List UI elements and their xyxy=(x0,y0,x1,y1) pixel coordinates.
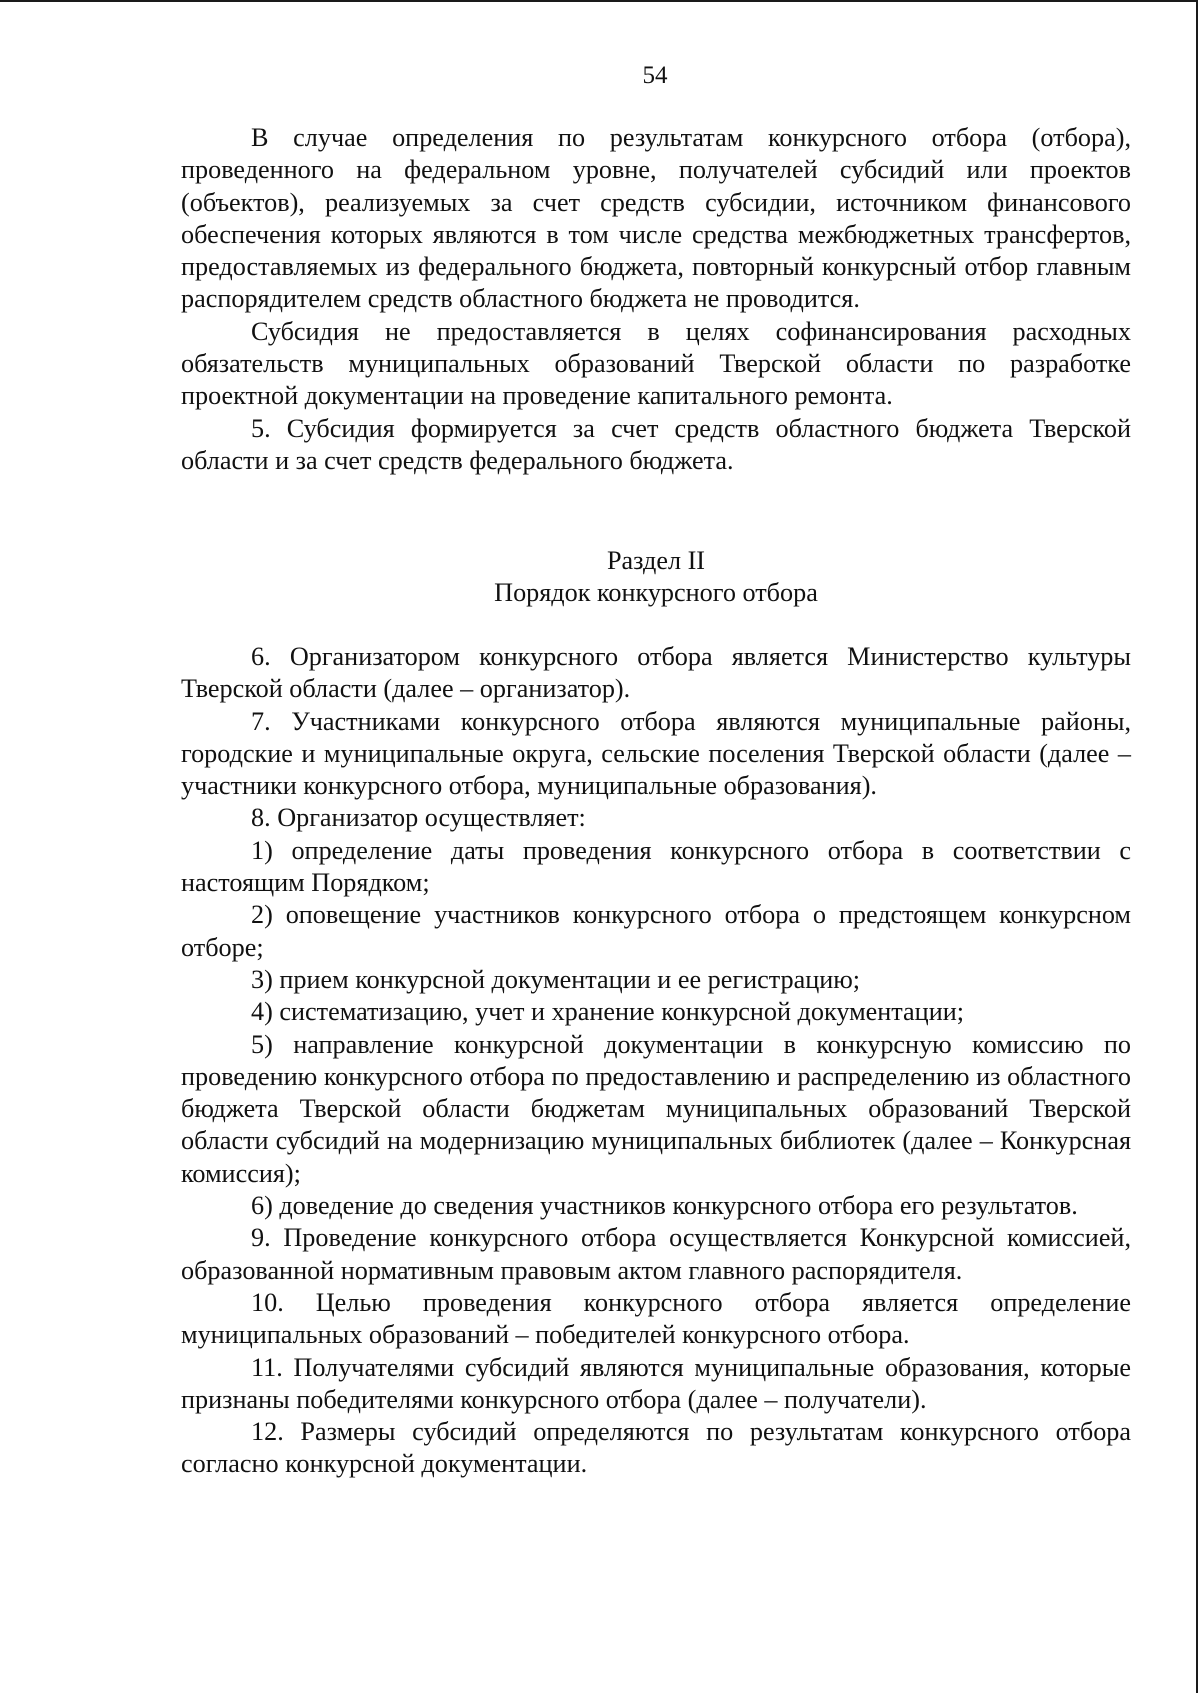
section-title: Порядок конкурсного отбора xyxy=(494,578,818,607)
paragraph: 6. Организатором конкурсного отбора является Министерство культуры Тверской области (далее – организатор). xyxy=(181,642,1131,704)
page-number: 54 xyxy=(642,62,668,89)
intro-text xyxy=(181,122,1131,477)
paragraph: 7. Участниками конкурсного отбора являются муниципальные районы, городские и муниципальные округа, сельские поселения Тверской области (далее – участники конкурсного отбора, муниципальные образования). xyxy=(181,706,1131,801)
paragraph: 5. Субсидия формируется за счет средств областного бюджета Тверской области и за счет средств федерального бюджета. xyxy=(181,413,1131,475)
list-item: 4) систематизацию, учет и хранение конкурсной документации; xyxy=(251,997,964,1027)
paragraph: В случае определения по результатам конкурсного отбора (отбора), проведенного на федеральном уровне, получателей субсидий или проектов (объектов), реализуемых за счет средств субсидии, источником финансового обеспечения которых являются в том числе средства межбюджетных трансфертов, предоставляемых из федерального бюджета, повторный конкурсный отбор главным распорядителем средств областного бюджета не проводится. xyxy=(181,123,1131,314)
list-item: 3) прием конкурсной документации и ее регистрацию; xyxy=(251,964,861,994)
paragraph: 11. Получателями субсидий являются муниципальные образования, которые признаны победителями конкурсного отбора (далее – получатели). xyxy=(181,1352,1131,1414)
section-number: Раздел II xyxy=(606,546,706,575)
list-item: 6) доведение до сведения участников конкурсного отбора его результатов. xyxy=(251,1191,1078,1221)
paragraph: 10. Целью проведения конкурсного отбора является определение муниципальных образований – победителей конкурсного отбора. xyxy=(181,1287,1131,1350)
list-item: 1) определение даты проведения конкурсного отбора в соответствии с настоящим Порядком; xyxy=(181,835,1131,898)
list-item: 5) направление конкурсной документации в конкурсную комиссию по проведению конкурсного отбора по предоставлению и распределению из областного бюджета Тверской области бюджетам муниципальных образований Тверской области субсидий на модернизацию муниципальных библиотек (далее – Конкурсная комиссия); xyxy=(181,1029,1131,1188)
section-text xyxy=(181,641,1131,1481)
section-heading xyxy=(181,545,1131,609)
paragraph: Субсидия не предоставляется в целях софинансирования расходных обязательств муниципальных образований Тверской области по разработке проектной документации на проведение капитального ремонта. xyxy=(181,316,1131,411)
paragraph: 9. Проведение конкурсного отбора осуществляется Конкурсной комиссией, образованной нормативным правовым актом главного распорядителя. xyxy=(181,1223,1131,1285)
paragraph: 12. Размеры субсидий определяются по результатам конкурсного отбора согласно конкурсной документации. xyxy=(181,1417,1131,1479)
list-item: 2) оповещение участников конкурсного отбора о предстоящем конкурсном отборе; xyxy=(181,900,1131,962)
paragraph: 8. Организатор осуществляет: xyxy=(251,803,586,833)
